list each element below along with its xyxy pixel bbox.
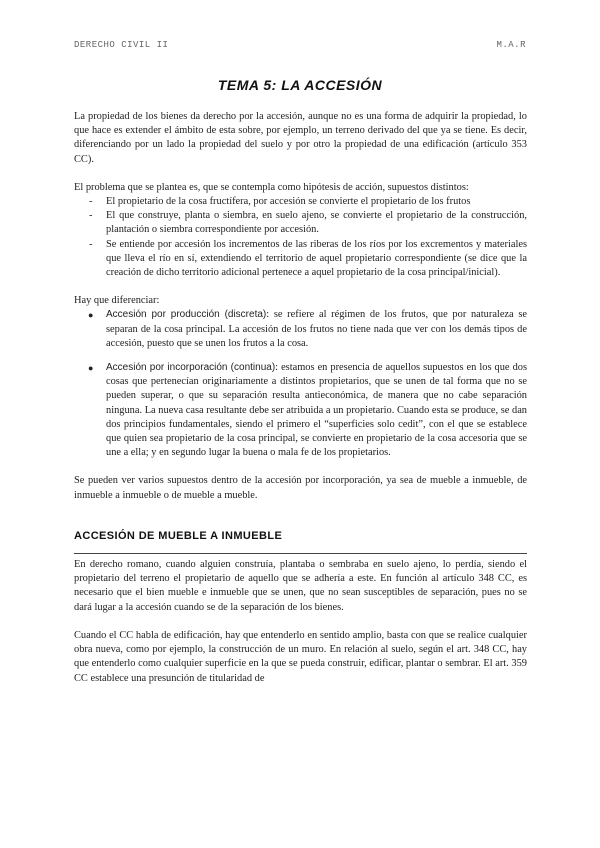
problem-list (74, 195, 527, 280)
page-title: TEMA 5: LA ACCESIÓN (217, 77, 383, 93)
section-paragraph-2: Cuando el CC habla de edificación, hay que entenderlo en sentido amplio, basta con que se realice cualquier obra nueva, como por ejemplo, la construcción de un muro. En relación al suelo, según el art. 348 CC, hay que entenderlo como cualquier superficie en la que se pueda construir, edificar, plantar o sembrar. El art. 359 CC establece una presunción de titularidad de (74, 629, 527, 684)
header-author-initials: M.A.R (496, 40, 526, 50)
section-paragraph-1: En derecho romano, cuando alguien construía, plantaba o sembraba en suelo ajeno, lo perdía, siendo el propietario del terreno el propietario de aquello que se adhería a este. En función al artículo 348 CC, es necesario que el bien mueble e inmueble que se unen, que no sean susceptibles de separación, pues no se dará lugar a la accesión cuando se de la separación de los bienes. (74, 559, 527, 613)
list-item (74, 308, 527, 351)
supuestos-paragraph: Se pueden ver varios supuestos dentro de la accesión por incorporación, ya sea de mueble a inmueble, de inmueble a inmueble o de mueble a mueble. (74, 475, 527, 501)
bullet-icon: ● (88, 363, 94, 374)
list-item: - El que construye, planta o siembra, en suelo ajeno, se convierte el propietario de la construcción, plantación o siembra correspondiente por accesión. (89, 210, 527, 236)
header-course-title: DERECHO CIVIL II (74, 40, 169, 50)
accession-types-list (74, 308, 527, 460)
bullet-icon: ● (88, 310, 94, 321)
differentiate-intro: Hay que diferenciar: (74, 295, 160, 307)
intro-paragraph: La propiedad de los bienes da derecho por la accesión, aunque no es una forma de adquirir la propiedad, lo que hace es extender el ámbito de esta sobre, por ejemplo, un terreno derivado del que ya se tiene. Es decir, diferenciando por un lado la propiedad del suelo y por otro la propiedad de una edificación (artículo 353 CC). (74, 111, 527, 165)
section-divider (74, 553, 527, 554)
type-term: Accesión por producción (discreta) (106, 309, 267, 321)
document-body (74, 110, 527, 686)
page-header (74, 40, 526, 54)
list-item: - El propietario de la cosa fructífera, por accesión se convierte el propietario de los frutos (89, 196, 471, 208)
list-item (74, 361, 527, 460)
list-item: - Se entiende por accesión los incrementos de las riberas de los ríos por los excrementos y materiales que lleva el río en sí, extendiendo el territorio de aquel propietario correspondiente (se dice que la creación de dicho territorio adicional pertenece a aquel propietario de la cosa principal/inicial). (89, 238, 527, 279)
section-heading: ACCESIÓN DE MUEBLE A INMUEBLE (74, 529, 283, 542)
type-term: Accesión por incorporación (continua) (106, 362, 276, 374)
type-text: : se refiere al régimen de los frutos, que por naturaleza se separan de la cosa principal. La accesión de los frutos no tiene nada que ver con los demás tipos de accesión, puesto que se unen los frutos a la cosa. (106, 309, 527, 349)
type-text: : estamos en presencia de aquellos supuestos en los que dos cosas que pertenecían originariamente a distintos propietarios, que se unen de tal forma que no se pueden superar, o que su separación resulta antieconómica, de manera que no cabe separación ninguna. La nueva casa resultante debe ser atribuida a un propietario. Cuando esta se produce, se dan dos principios fundamentales, siendo el primero el “superficies solo cedit”, con el que se establece que quien sea propietario de la cosa principal, se convierte en propietario de la cosa accesoria que se une a ella; y en segundo lugar la buena o mala fe de los propietarios. (106, 362, 528, 459)
problem-intro: El problema que se plantea es, que se contempla como hipótesis de acción, supuestos distintos: (74, 181, 469, 193)
